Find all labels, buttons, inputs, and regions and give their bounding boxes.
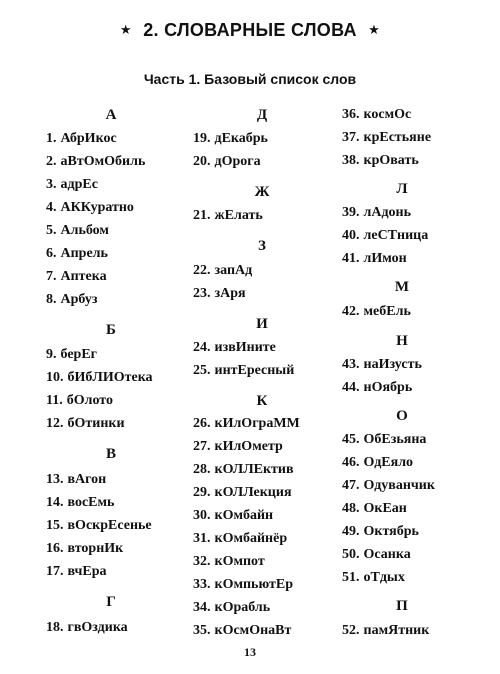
part-subtitle: Часть 1. Базовый список слов	[143, 71, 357, 87]
page-number: 13	[244, 645, 256, 659]
letter-heading: З	[258, 238, 266, 254]
word-text: ОдЕяло	[363, 455, 414, 470]
letter-heading: М	[394, 279, 410, 295]
letter-heading: В	[105, 446, 116, 462]
word-number: 38.	[342, 153, 360, 168]
word-text: кИлОметр	[214, 439, 283, 454]
word-row	[46, 347, 97, 363]
letter-heading: К	[256, 393, 268, 409]
word-number: 7.	[46, 269, 57, 284]
word-number: 8.	[46, 292, 57, 307]
word-row	[342, 455, 413, 471]
word-text: Одуванчик	[363, 478, 435, 493]
word-row	[342, 251, 407, 267]
word-text: запАд	[214, 263, 253, 278]
word-text: зАря	[214, 286, 246, 301]
word-text: памЯтник	[363, 623, 430, 638]
word-row	[342, 570, 405, 586]
word-text: нОябрь	[363, 380, 413, 395]
word-number: 41.	[342, 251, 360, 266]
page-header	[0, 20, 500, 41]
word-row	[342, 432, 426, 448]
word-number: 45.	[342, 432, 360, 447]
word-text: вОскрЕсенье	[67, 518, 152, 533]
word-number: 33.	[193, 577, 211, 592]
word-text: АбрИкос	[60, 131, 117, 146]
word-number: 19.	[193, 131, 211, 146]
word-number: 25.	[193, 363, 211, 378]
word-text: лАдонь	[363, 205, 412, 220]
word-row	[193, 485, 292, 501]
word-number: 23.	[193, 286, 211, 301]
word-text: ОкЕан	[363, 501, 407, 516]
word-text: берЕг	[60, 347, 98, 362]
word-row	[342, 153, 419, 169]
word-number: 42.	[342, 304, 360, 319]
word-row	[342, 130, 431, 146]
word-text: АККуратно	[60, 200, 134, 215]
word-text: космОс	[363, 107, 412, 122]
word-text: дЕкабрь	[214, 131, 268, 146]
word-row	[46, 518, 152, 534]
word-number: 22.	[193, 263, 211, 278]
word-text: бОтинки	[67, 416, 125, 431]
word-text: кОмпьютЕр	[214, 577, 293, 592]
word-row	[193, 208, 263, 224]
word-row	[46, 620, 128, 636]
word-text: Октябрь	[363, 524, 419, 539]
letter-heading: Д	[256, 107, 268, 123]
section-title: 2. СЛОВАРНЫЕ СЛОВА	[143, 20, 357, 40]
word-row	[342, 478, 435, 494]
letter-heading: Л	[396, 181, 408, 197]
word-row	[46, 246, 108, 262]
word-number: 34.	[193, 600, 211, 615]
word-text: ОбЕзьяна	[363, 432, 427, 447]
letter-heading: Г	[106, 594, 116, 610]
word-number: 18.	[46, 620, 64, 635]
word-number: 29.	[193, 485, 211, 500]
word-row	[193, 340, 276, 356]
word-row	[193, 577, 293, 593]
word-number: 48.	[342, 501, 360, 516]
letter-heading: О	[396, 408, 408, 424]
word-number: 52.	[342, 623, 360, 638]
word-row	[193, 600, 270, 616]
word-text: вчЕра	[67, 564, 107, 579]
word-number: 4.	[46, 200, 57, 215]
word-text: гвОздика	[67, 620, 128, 635]
word-row	[342, 623, 429, 639]
word-text: кОмбайнёр	[214, 531, 288, 546]
word-row	[193, 131, 268, 147]
word-number: 44.	[342, 380, 360, 395]
word-row	[193, 416, 300, 432]
word-number: 37.	[342, 130, 360, 145]
word-row	[193, 462, 294, 478]
word-row	[342, 357, 422, 373]
word-number: 35.	[193, 623, 211, 638]
word-number: 31.	[193, 531, 211, 546]
letter-heading: А	[105, 107, 117, 123]
word-text: кОмпот	[214, 554, 265, 569]
word-row	[46, 393, 113, 409]
word-row	[342, 501, 407, 517]
word-number: 17.	[46, 564, 64, 579]
word-row	[46, 292, 98, 308]
word-text: вторнИк	[67, 541, 124, 556]
word-number: 32.	[193, 554, 211, 569]
word-row	[46, 472, 106, 488]
word-text: лИмон	[363, 251, 407, 266]
word-number: 2.	[46, 154, 57, 169]
word-row	[46, 269, 107, 285]
word-text: Арбуз	[60, 292, 98, 307]
word-text: извИните	[214, 340, 276, 355]
word-text: крОвать	[363, 153, 419, 168]
word-row	[193, 286, 246, 302]
word-row	[193, 531, 287, 547]
word-row	[342, 524, 419, 540]
word-text: кИлОграММ	[214, 416, 300, 431]
word-number: 14.	[46, 495, 64, 510]
word-row	[193, 263, 252, 279]
word-number: 11.	[46, 393, 63, 408]
word-number: 21.	[193, 208, 211, 223]
word-number: 27.	[193, 439, 211, 454]
word-text: кОЛЛЕктив	[214, 462, 294, 477]
word-row	[46, 223, 109, 239]
word-text: крЕстьяне	[363, 130, 432, 145]
word-row	[342, 228, 428, 244]
word-number: 43.	[342, 357, 360, 372]
word-number: 40.	[342, 228, 360, 243]
word-row	[193, 154, 261, 170]
word-number: 28.	[193, 462, 211, 477]
word-number: 24.	[193, 340, 211, 355]
word-number: 50.	[342, 547, 360, 562]
word-row	[46, 370, 153, 386]
word-row	[193, 363, 294, 379]
word-number: 15.	[46, 518, 64, 533]
word-number: 20.	[193, 154, 211, 169]
word-text: жЕлать	[214, 208, 263, 223]
word-number: 13.	[46, 472, 64, 487]
word-row	[342, 304, 411, 320]
word-row	[193, 623, 291, 639]
word-number: 9.	[46, 347, 57, 362]
letter-heading: Ж	[254, 184, 270, 200]
word-row	[193, 554, 265, 570]
word-number: 51.	[342, 570, 360, 585]
letter-heading: П	[396, 598, 408, 614]
word-row	[342, 205, 411, 221]
word-number: 16.	[46, 541, 64, 556]
word-text: Аптека	[60, 269, 107, 284]
word-text: кОмбайн	[214, 508, 274, 523]
word-text: леСТница	[363, 228, 429, 243]
word-number: 6.	[46, 246, 57, 261]
word-text: мебЕль	[363, 304, 411, 319]
word-number: 26.	[193, 416, 211, 431]
word-text: оТдых	[363, 570, 405, 585]
letter-heading: И	[256, 316, 268, 332]
word-text: Осанка	[363, 547, 411, 562]
word-number: 49.	[342, 524, 360, 539]
word-row	[46, 177, 98, 193]
word-number: 30.	[193, 508, 211, 523]
word-row	[46, 495, 114, 511]
star-icon: ★	[119, 22, 132, 37]
word-text: кОрабль	[214, 600, 271, 615]
word-row	[46, 154, 145, 170]
word-row	[46, 200, 134, 216]
letter-heading: Н	[396, 333, 408, 349]
word-text: вАгон	[67, 472, 107, 487]
word-number: 47.	[342, 478, 360, 493]
word-row	[193, 508, 273, 524]
word-text: аВтОмОбиль	[60, 154, 146, 169]
word-text: кОЛЛекция	[214, 485, 292, 500]
word-text: интЕресный	[214, 363, 295, 378]
word-text: наИзусть	[363, 357, 422, 372]
word-text: дОрога	[214, 154, 261, 169]
letter-heading: Б	[106, 322, 116, 338]
word-row	[193, 439, 283, 455]
word-number: 36.	[342, 107, 360, 122]
word-row	[342, 547, 411, 563]
word-number: 1.	[46, 131, 57, 146]
word-row	[342, 380, 412, 396]
word-number: 5.	[46, 223, 57, 238]
word-text: Альбом	[60, 223, 109, 238]
word-row	[46, 416, 125, 432]
word-row	[46, 541, 123, 557]
word-number: 39.	[342, 205, 360, 220]
word-number: 46.	[342, 455, 360, 470]
word-text: бИбЛИОтека	[67, 370, 153, 385]
word-row	[46, 131, 117, 147]
word-row	[46, 564, 107, 580]
word-row	[342, 107, 411, 123]
word-text: восЕмь	[67, 495, 115, 510]
word-text: бОлото	[66, 393, 113, 408]
word-number: 3.	[46, 177, 57, 192]
word-number: 10.	[46, 370, 64, 385]
word-text: Апрель	[60, 246, 108, 261]
word-number: 12.	[46, 416, 64, 431]
word-text: кОсмОнаВт	[214, 623, 292, 638]
star-icon: ★	[368, 22, 381, 37]
word-text: адрЕс	[60, 177, 98, 192]
